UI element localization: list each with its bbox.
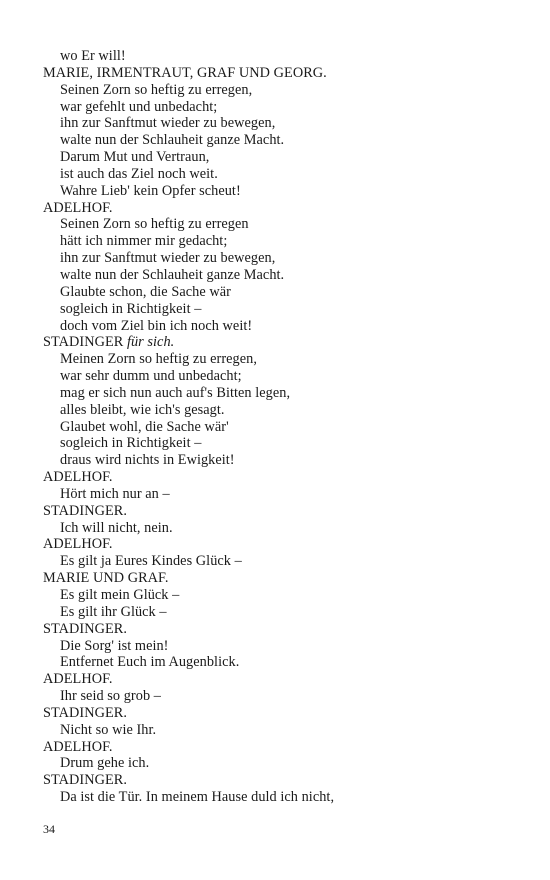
verse-text: Es gilt ihr Glück –	[60, 603, 167, 620]
verse-line	[0, 82, 550, 99]
verse-text: ist auch das Ziel noch weit.	[60, 165, 218, 182]
verse-line	[0, 233, 550, 250]
verse-text: war gefehlt und unbedacht;	[60, 98, 218, 115]
verse-line	[0, 166, 550, 183]
speaker-label: ADELHOF.	[43, 469, 113, 486]
verse-line	[0, 368, 550, 385]
speaker-name	[0, 334, 550, 351]
verse-text: alles bleibt, wie ich's gesagt.	[60, 401, 225, 418]
speaker-name	[0, 536, 550, 553]
verse-line	[0, 638, 550, 655]
verse-text: Entfernet Euch im Augenblick.	[60, 654, 240, 671]
verse-line	[0, 99, 550, 116]
verse-line	[0, 318, 550, 335]
verse-text: walte nun der Schlauheit ganze Macht.	[60, 266, 285, 283]
stage-direction: für sich.	[126, 334, 175, 351]
speaker-label: ADELHOF.	[43, 738, 113, 755]
verse-line	[0, 115, 550, 132]
verse-line	[0, 216, 550, 233]
verse-text: walte nun der Schlauheit ganze Macht.	[60, 132, 285, 149]
verse-line	[0, 486, 550, 503]
verse-text: ihn zur Sanftmut wieder zu bewegen,	[60, 250, 276, 267]
verse-text: Ich will nicht, nein.	[60, 519, 173, 536]
verse-line	[0, 789, 550, 806]
verse-line	[0, 149, 550, 166]
verse-line	[0, 419, 550, 436]
verse-text: Darum Mut und Vertraun,	[60, 149, 210, 166]
verse-text: Wahre Lieb' kein Opfer scheut!	[60, 182, 241, 199]
verse-line	[0, 301, 550, 318]
verse-line	[0, 250, 550, 267]
verse-text: Die Sorg' ist mein!	[60, 637, 169, 654]
verse-line	[0, 553, 550, 570]
verse-text: Seinen Zorn so heftig zu erregen,	[60, 81, 253, 98]
speaker-label: STADINGER.	[43, 620, 127, 637]
speaker-label: STADINGER.	[43, 772, 127, 789]
verse-line	[0, 452, 550, 469]
verse-text: draus wird nichts in Ewigkeit!	[60, 452, 235, 469]
verse-line	[0, 351, 550, 368]
speaker-label: STADINGER.	[43, 704, 127, 721]
verse-text: doch vom Ziel bin ich noch weit!	[60, 317, 253, 334]
verse-line	[0, 520, 550, 537]
verse-text: Glaubte schon, die Sache wär	[60, 283, 231, 300]
verse-text: sogleich in Richtigkeit –	[60, 300, 202, 317]
verse-line	[0, 722, 550, 739]
verse-line	[0, 604, 550, 621]
verse-line	[0, 183, 550, 200]
verse-line	[0, 402, 550, 419]
verse-line	[0, 435, 550, 452]
verse-text: mag er sich nun auch auf's Bitten legen,	[60, 384, 291, 401]
verse-text: Es gilt mein Glück –	[60, 587, 180, 603]
speaker-name	[0, 570, 550, 587]
verse-text: Da ist die Tür. In meinem Hause duld ich nicht,	[60, 789, 335, 806]
speaker-name	[0, 621, 550, 638]
speaker-name	[0, 671, 550, 688]
speaker-label: STADINGER	[43, 334, 124, 351]
play-text	[0, 48, 550, 806]
verse-text: wo Er will!	[60, 48, 126, 64]
verse-line	[0, 688, 550, 705]
verse-text: Nicht so wie Ihr.	[60, 721, 157, 738]
speaker-name	[0, 503, 550, 520]
verse-text: war sehr dumm und unbedacht;	[60, 368, 242, 385]
verse-text: hätt ich nimmer mir gedacht;	[60, 233, 228, 250]
verse-line	[0, 284, 550, 301]
verse-line	[0, 385, 550, 402]
verse-text: ihn zur Sanftmut wieder zu bewegen,	[60, 115, 276, 132]
verse-line	[0, 132, 550, 149]
speaker-label: ADELHOF.	[43, 199, 113, 216]
page-number: 34	[43, 822, 55, 836]
speaker-label: ADELHOF.	[43, 671, 113, 688]
speaker-label: MARIE UND GRAF.	[43, 570, 169, 587]
verse-text: Hört mich nur an –	[60, 485, 170, 502]
verse-text: Ihr seid so grob –	[60, 688, 161, 705]
verse-text: Glaubet wohl, die Sache wär'	[60, 418, 229, 435]
speaker-name	[0, 739, 550, 756]
speaker-label: MARIE, IRMENTRAUT, GRAF UND GEORG.	[43, 64, 327, 81]
speaker-name	[0, 469, 550, 486]
verse-line	[0, 654, 550, 671]
verse-text: Drum gehe ich.	[60, 755, 150, 772]
verse-text: Meinen Zorn so heftig zu erregen,	[60, 351, 257, 368]
verse-line	[0, 267, 550, 284]
verse-text: Es gilt ja Eures Kindes Glück –	[60, 553, 242, 570]
verse-text: sogleich in Richtigkeit –	[60, 435, 202, 452]
verse-text: Seinen Zorn so heftig zu erregen	[60, 216, 249, 233]
speaker-name	[0, 200, 550, 217]
speaker-label: ADELHOF.	[43, 536, 113, 553]
verse-line	[0, 755, 550, 772]
speaker-name	[0, 705, 550, 722]
verse-line	[0, 587, 550, 604]
speaker-name	[0, 65, 550, 82]
speaker-label: STADINGER.	[43, 502, 127, 519]
speaker-name	[0, 772, 550, 789]
verse-line	[0, 48, 550, 65]
